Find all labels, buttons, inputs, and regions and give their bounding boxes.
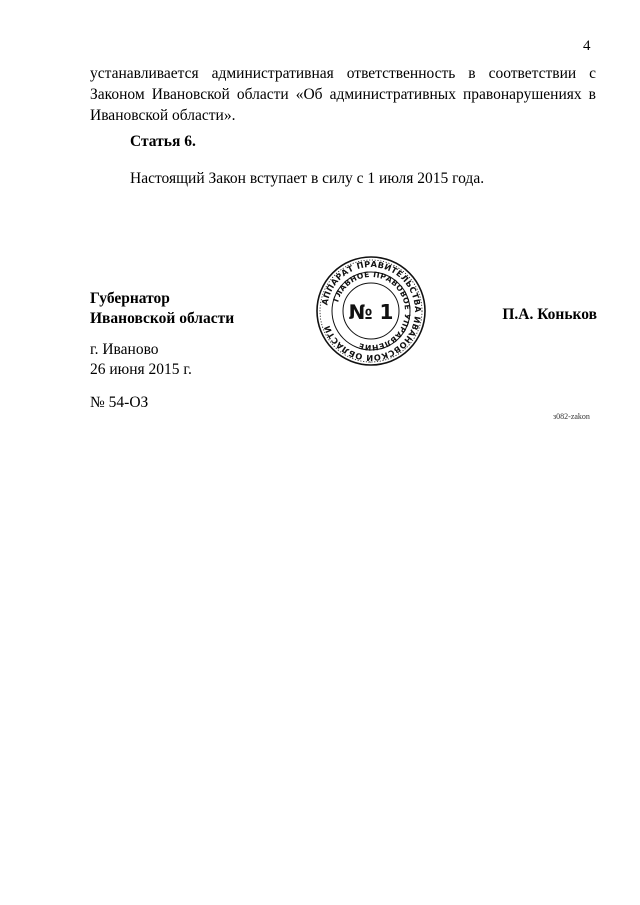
seal-inner-text: ГЛАВНОЕ ПРАВОВОЕ УПРАВЛЕНИЕ xyxy=(331,269,413,353)
paragraph-line: устанавливается административная ответственность в соответствии с xyxy=(90,65,596,82)
signer-title xyxy=(90,289,234,329)
article-text: Настоящий Закон вступает в силу с 1 июля 2015 года. xyxy=(130,170,485,187)
date: 26 июня 2015 г. xyxy=(90,361,192,378)
body-paragraph xyxy=(90,63,596,126)
signer-title-line: Губернатор xyxy=(90,290,170,307)
seal-center-text: № 1 xyxy=(348,300,394,324)
law-number: № 54-ОЗ xyxy=(90,394,149,411)
article-heading: Статья 6. xyxy=(130,133,196,150)
page-number: 4 xyxy=(583,38,591,54)
official-seal xyxy=(315,255,427,367)
paragraph-line: Законом Ивановской области «Об административных правонарушениях в xyxy=(90,86,596,103)
signer-name: П.А. Коньков xyxy=(502,306,597,323)
place: г. Иваново xyxy=(90,341,159,358)
paragraph-line: Ивановской области». xyxy=(90,107,236,124)
place-date xyxy=(90,340,192,380)
document-code: з082-zakon xyxy=(553,412,590,421)
signer-title-line: Ивановской области xyxy=(90,310,235,327)
seal-outer-text: АППАРАТ ПРАВИТЕЛЬСТВА ИВАНОВСКОЙ ОБЛАСТИ xyxy=(319,258,424,364)
